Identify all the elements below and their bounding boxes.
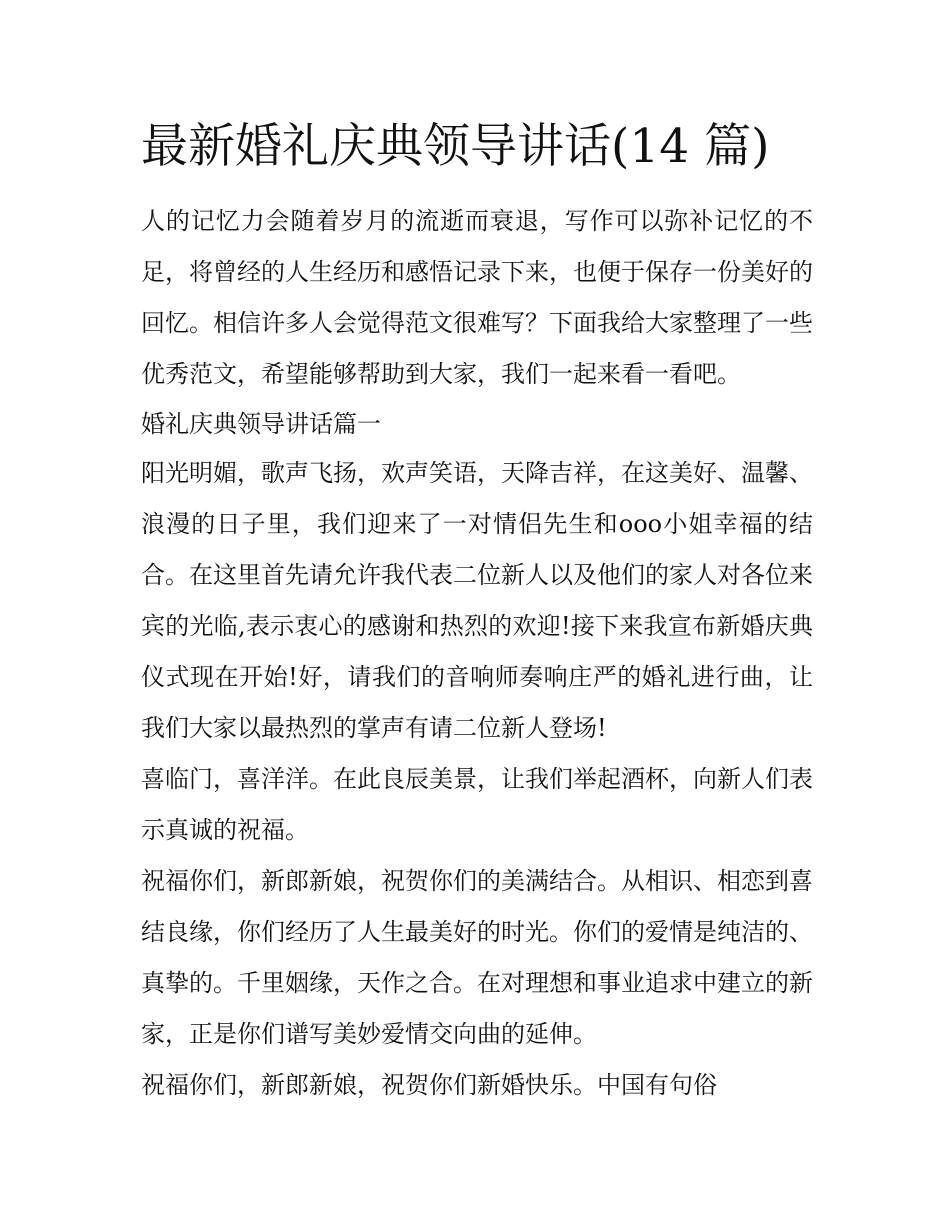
body-paragraph: 阳光明媚，歌声飞扬，欢声笑语，天降吉祥，在这美好、温馨、浪漫的日子里，我们迎来了一对情侣先生和ooo小姐幸福的结合。在这里首先请允许我代表二位新人以及他们的家人对各位来宾的光临,表示衷心的感谢和热烈的欢迎!接下来我宣布新婚庆典仪式现在开始!好，请我们的音响师奏响庄严的婚礼进行曲，让我们大家以最热烈的掌声有请二位新人登场! [141,459,813,742]
body-paragraph: 祝福你们，新郎新娘，祝贺你们的美满结合。从相识、相恋到喜结良缘，你们经历了人生最美好的时光。你们的爱情是纯洁的、真挚的。千里姻缘，天作之合。在对理想和事业追求中建立的新家，正是你们谱写美妙爱情交向曲的延伸。 [141,867,813,1048]
document-body [141,196,813,1111]
body-paragraph: 喜临门，喜洋洋。在此良辰美景，让我们举起酒杯，向新人们表示真诚的祝福。 [141,765,813,844]
body-paragraph: 祝福你们，新郎新娘，祝贺你们新婚快乐。中国有句俗 [141,1071,717,1099]
intro-paragraph: 人的记忆力会随着岁月的流逝而衰退，写作可以弥补记忆的不足，将曾经的人生经历和感悟记录下来，也便于保存一份美好的回忆。相信许多人会觉得范文很难写？下面我给大家整理了一些优秀范文，希望能够帮助到大家，我们一起来看一看吧。 [141,207,813,388]
document-title: 最新婚礼庆典领导讲话(14 篇) [141,119,770,174]
section-heading: 婚礼庆典领导讲话篇一 [141,410,381,438]
